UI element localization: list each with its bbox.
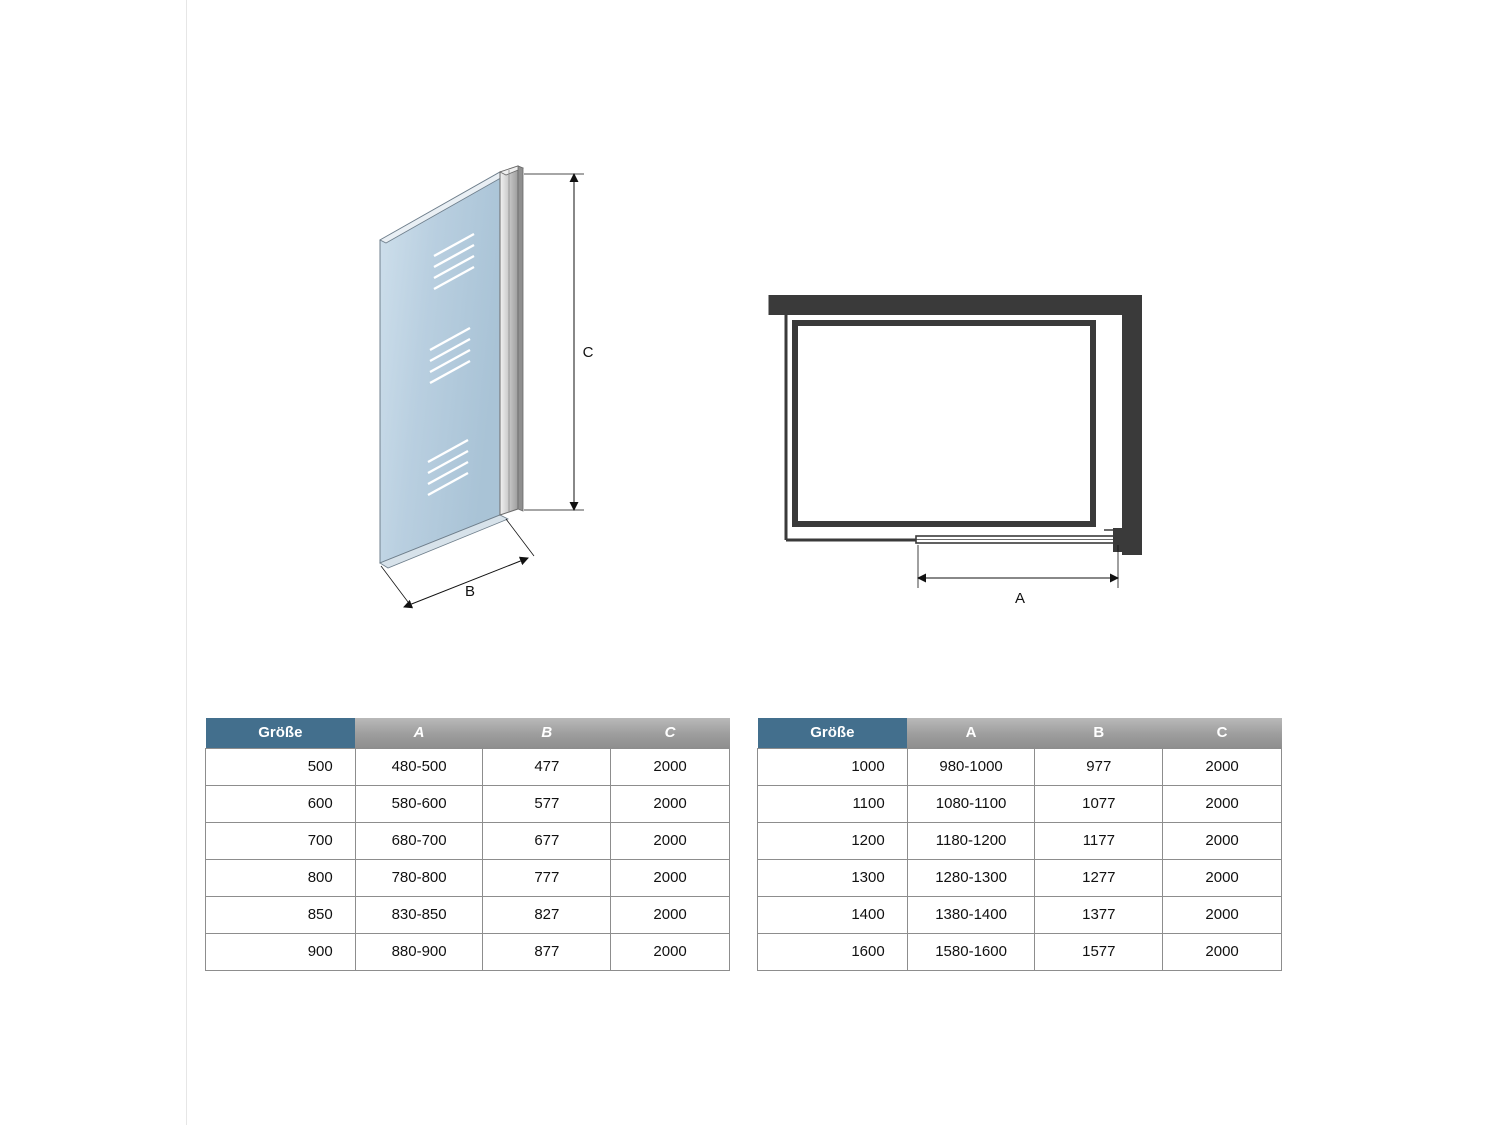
- table-row: [758, 933, 1282, 970]
- header-a: A: [355, 718, 483, 748]
- width-label: A: [1014, 590, 1026, 607]
- cell-size: 1000: [758, 748, 908, 785]
- cell-size: 600: [206, 785, 356, 822]
- cell-b: 827: [483, 896, 611, 933]
- depth-extension-left: [381, 566, 408, 602]
- cell-size: 1400: [758, 896, 908, 933]
- cell-a: 980-1000: [907, 748, 1035, 785]
- table-row: [206, 896, 730, 933]
- header-c: C: [1163, 718, 1282, 748]
- cell-b: 1077: [1035, 785, 1163, 822]
- table-row: [206, 859, 730, 896]
- wall-profile-plan: [1113, 528, 1122, 552]
- table-row: [758, 859, 1282, 896]
- cell-c: 2000: [611, 785, 730, 822]
- cell-size: 700: [206, 822, 356, 859]
- table-row: [758, 785, 1282, 822]
- cell-a: 830-850: [355, 896, 483, 933]
- cell-a: 580-600: [355, 785, 483, 822]
- cell-c: 2000: [611, 933, 730, 970]
- cell-c: 2000: [1163, 822, 1282, 859]
- table-row: [758, 896, 1282, 933]
- table-row: [206, 822, 730, 859]
- header-b: B: [1035, 718, 1163, 748]
- height-label: C: [582, 344, 594, 361]
- table-row: [758, 822, 1282, 859]
- table-header-row: [206, 718, 730, 748]
- cell-a: 1580-1600: [907, 933, 1035, 970]
- panel-perspective-view: [380, 166, 594, 607]
- cell-size: 850: [206, 896, 356, 933]
- shower-tray-outline: [795, 323, 1093, 524]
- cell-b: 777: [483, 859, 611, 896]
- cell-c: 2000: [1163, 933, 1282, 970]
- depth-extension-right: [506, 519, 534, 556]
- cell-c: 2000: [1163, 748, 1282, 785]
- wall-profile-side: [518, 166, 523, 511]
- cell-c: 2000: [1163, 896, 1282, 933]
- cell-b: 477: [483, 748, 611, 785]
- cell-size: 1200: [758, 822, 908, 859]
- cell-size: 800: [206, 859, 356, 896]
- cell-b: 677: [483, 822, 611, 859]
- cell-a: 680-700: [355, 822, 483, 859]
- cell-a: 780-800: [355, 859, 483, 896]
- table-row: [758, 748, 1282, 785]
- header-size: Größe: [206, 718, 356, 748]
- cell-b: 1177: [1035, 822, 1163, 859]
- cell-size: 900: [206, 933, 356, 970]
- cell-b: 1277: [1035, 859, 1163, 896]
- cell-b: 1377: [1035, 896, 1163, 933]
- cell-c: 2000: [1163, 859, 1282, 896]
- table-row: [206, 748, 730, 785]
- cell-c: 2000: [611, 859, 730, 896]
- panel-plan-view: [770, 295, 1142, 607]
- size-table-small: [205, 718, 730, 971]
- table-row: [206, 785, 730, 822]
- cell-a: 1280-1300: [907, 859, 1035, 896]
- table-header-row: [758, 718, 1282, 748]
- cell-c: 2000: [611, 896, 730, 933]
- cell-size: 500: [206, 748, 356, 785]
- header-a: A: [907, 718, 1035, 748]
- cell-b: 977: [1035, 748, 1163, 785]
- depth-label: B: [464, 583, 476, 600]
- cell-b: 877: [483, 933, 611, 970]
- header-c: C: [611, 718, 730, 748]
- cell-a: 1080-1100: [907, 785, 1035, 822]
- cell-a: 880-900: [355, 933, 483, 970]
- cell-size: 1100: [758, 785, 908, 822]
- table-row: [206, 933, 730, 970]
- header-b: B: [483, 718, 611, 748]
- header-size: Größe: [758, 718, 908, 748]
- cell-c: 2000: [1163, 785, 1282, 822]
- cell-c: 2000: [611, 748, 730, 785]
- size-table-large: [757, 718, 1282, 971]
- cell-a: 480-500: [355, 748, 483, 785]
- cell-a: 1380-1400: [907, 896, 1035, 933]
- cell-b: 1577: [1035, 933, 1163, 970]
- cell-b: 577: [483, 785, 611, 822]
- cell-c: 2000: [611, 822, 730, 859]
- cell-a: 1180-1200: [907, 822, 1035, 859]
- cell-size: 1600: [758, 933, 908, 970]
- cell-size: 1300: [758, 859, 908, 896]
